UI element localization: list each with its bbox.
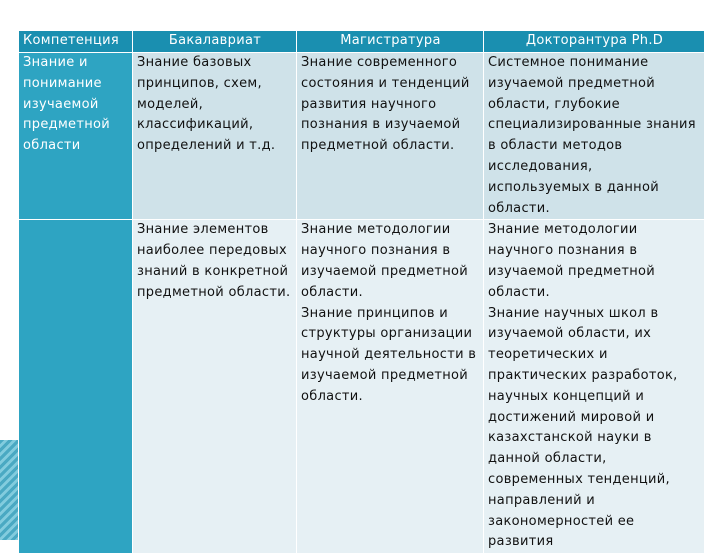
phd-cell [484, 53, 705, 220]
bachelor-text: Знание базовых принципов, схем, моделей, классификаций, определений и т.д. [137, 55, 276, 154]
decorative-stripes [0, 440, 18, 540]
master-text: Знание методологии научного познания в изучаемой предметной области. Знание принципов и структуры организации научной деятельности в изучаемой предметной области. [301, 222, 477, 404]
master-cell [297, 53, 484, 220]
bachelor-cell [133, 220, 297, 554]
master-cell [297, 220, 484, 554]
competence-table [18, 30, 705, 554]
table-header-row [19, 31, 705, 53]
competence-cell [19, 220, 133, 554]
bachelor-cell [133, 53, 297, 220]
phd-text: Системное понимание изучаемой предметной области, глубокие специализированные знания в области методов исследования, используемых в данной области. [488, 55, 696, 216]
table-row [19, 53, 705, 220]
header-competence: Компетенция [19, 31, 133, 53]
header-master: Магистратура [297, 31, 484, 53]
phd-text: Знание методологии научного познания в изучаемой предметной области. Знание научных школ в изучаемой области, их теоретических и практических разработок, научных концепций и достижений мировой и казахстанской науки в данной области, современных тенденций, направлений и закономерностей ее развития [488, 222, 678, 550]
competence-label: Знание и понимание изучаемой предметной области [23, 55, 111, 154]
header-phd: Докторантура Ph.D [484, 31, 705, 53]
master-text: Знание современного состояния и тенденций развития научного познания в изучаемой предметной области. [301, 55, 470, 154]
header-bachelor: Бакалавриат [133, 31, 297, 53]
competence-cell [19, 53, 133, 220]
phd-cell [484, 220, 705, 554]
bachelor-text: Знание элементов наиболее передовых знаний в конкретной предметной области. [137, 222, 291, 300]
table-row [19, 220, 705, 554]
